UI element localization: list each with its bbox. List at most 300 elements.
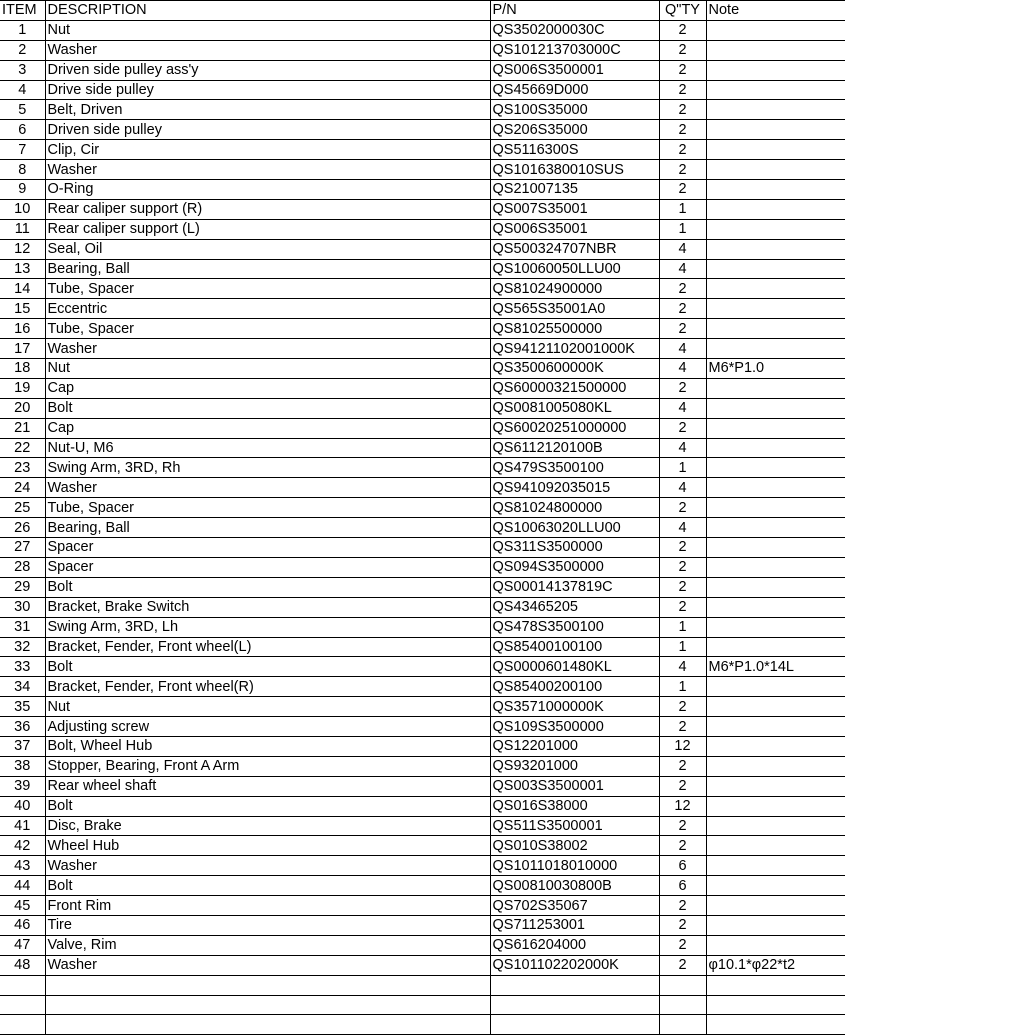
cell-note	[706, 199, 845, 219]
cell-description: Rear caliper support (R)	[45, 199, 490, 219]
cell-description: Bolt	[45, 876, 490, 896]
cell-qty: 4	[659, 438, 706, 458]
table-row	[0, 259, 845, 279]
cell-pn: QS0000601480KL	[490, 657, 659, 677]
cell-pn: QS45669D000	[490, 80, 659, 100]
cell-description: Drive side pulley	[45, 80, 490, 100]
cell-qty: 2	[659, 378, 706, 398]
table-row	[0, 538, 845, 558]
table-row	[0, 319, 845, 339]
cell-item: 43	[0, 856, 45, 876]
table-row	[0, 657, 845, 677]
cell-description: Front Rim	[45, 896, 490, 916]
cell-note	[706, 378, 845, 398]
cell-pn: QS21007135	[490, 180, 659, 200]
cell-pn: QS10063020LLU00	[490, 518, 659, 538]
cell-pn: QS100S35000	[490, 100, 659, 120]
cell-description: Eccentric	[45, 299, 490, 319]
table-row	[0, 756, 845, 776]
cell-description: Belt, Driven	[45, 100, 490, 120]
cell-note	[706, 20, 845, 40]
cell-item: 19	[0, 378, 45, 398]
cell-qty: 2	[659, 100, 706, 120]
cell-note	[706, 140, 845, 160]
cell-item: 40	[0, 796, 45, 816]
table-row	[0, 339, 845, 359]
table-row	[0, 816, 845, 836]
cell-item: 14	[0, 279, 45, 299]
cell-pn: QS3500600000K	[490, 359, 659, 379]
cell-qty: 2	[659, 816, 706, 836]
cell-qty: 4	[659, 339, 706, 359]
cell-note	[706, 259, 845, 279]
cell-pn: QS5116300S	[490, 140, 659, 160]
cell-item: 22	[0, 438, 45, 458]
cell-note	[706, 239, 845, 259]
cell-note	[706, 339, 845, 359]
cell-pn: QS941092035015	[490, 478, 659, 498]
table-row	[0, 478, 845, 498]
cell-note	[706, 776, 845, 796]
cell-item: 15	[0, 299, 45, 319]
cell-description: Washer	[45, 856, 490, 876]
cell-description: Clip, Cir	[45, 140, 490, 160]
cell-item: 25	[0, 498, 45, 518]
cell-item: 38	[0, 756, 45, 776]
cell-qty: 2	[659, 160, 706, 180]
cell-qty: 4	[659, 259, 706, 279]
cell-description: Washer	[45, 40, 490, 60]
cell-qty: 2	[659, 498, 706, 518]
cell-note	[706, 498, 845, 518]
cell-qty: 2	[659, 60, 706, 80]
cell-description: O-Ring	[45, 180, 490, 200]
table-row	[0, 995, 845, 1015]
cell-description: Seal, Oil	[45, 239, 490, 259]
cell-item: 26	[0, 518, 45, 538]
table-row	[0, 458, 845, 478]
cell-qty: 2	[659, 299, 706, 319]
table-row	[0, 717, 845, 737]
cell-qty	[659, 1015, 706, 1035]
table-row	[0, 935, 845, 955]
cell-pn: QS010S38002	[490, 836, 659, 856]
cell-description: Driven side pulley ass'y	[45, 60, 490, 80]
cell-description: Nut-U, M6	[45, 438, 490, 458]
cell-note	[706, 577, 845, 597]
table-row	[0, 199, 845, 219]
cell-note	[706, 160, 845, 180]
cell-item: 46	[0, 915, 45, 935]
cell-item: 47	[0, 935, 45, 955]
cell-description: Nut	[45, 697, 490, 717]
cell-item: 7	[0, 140, 45, 160]
cell-item: 1	[0, 20, 45, 40]
cell-pn: QS702S35067	[490, 896, 659, 916]
cell-item: 2	[0, 40, 45, 60]
cell-item: 42	[0, 836, 45, 856]
cell-item: 11	[0, 219, 45, 239]
cell-description: Disc, Brake	[45, 816, 490, 836]
cell-description: Bolt, Wheel Hub	[45, 736, 490, 756]
cell-description: Tube, Spacer	[45, 319, 490, 339]
cell-item: 9	[0, 180, 45, 200]
table-row	[0, 796, 845, 816]
cell-description: Valve, Rim	[45, 935, 490, 955]
cell-qty: 2	[659, 756, 706, 776]
cell-note	[706, 736, 845, 756]
table-row	[0, 498, 845, 518]
cell-pn: QS500324707NBR	[490, 239, 659, 259]
cell-item: 6	[0, 120, 45, 140]
header-item: ITEM	[0, 1, 45, 21]
cell-pn: QS85400200100	[490, 677, 659, 697]
table-row	[0, 697, 845, 717]
cell-item: 39	[0, 776, 45, 796]
header-row	[0, 1, 845, 21]
header-qty: Q"TY	[659, 1, 706, 21]
table-row	[0, 1015, 845, 1035]
cell-qty: 4	[659, 478, 706, 498]
cell-pn: QS81025500000	[490, 319, 659, 339]
cell-item: 5	[0, 100, 45, 120]
table-row	[0, 279, 845, 299]
cell-description: Swing Arm, 3RD, Lh	[45, 617, 490, 637]
cell-qty: 4	[659, 239, 706, 259]
table-row	[0, 597, 845, 617]
cell-note	[706, 299, 845, 319]
cell-description: Cap	[45, 418, 490, 438]
table-row	[0, 80, 845, 100]
cell-item: 45	[0, 896, 45, 916]
cell-pn: QS12201000	[490, 736, 659, 756]
cell-item: 18	[0, 359, 45, 379]
table-row	[0, 120, 845, 140]
cell-item: 4	[0, 80, 45, 100]
cell-qty: 2	[659, 776, 706, 796]
cell-pn: QS1011018010000	[490, 856, 659, 876]
header-description: DESCRIPTION	[45, 1, 490, 21]
cell-note	[706, 458, 845, 478]
cell-pn: QS3571000000K	[490, 697, 659, 717]
cell-note	[706, 876, 845, 896]
cell-note	[706, 100, 845, 120]
cell-pn: QS94121102001000K	[490, 339, 659, 359]
cell-item: 3	[0, 60, 45, 80]
cell-pn: QS81024900000	[490, 279, 659, 299]
cell-qty: 2	[659, 935, 706, 955]
cell-qty: 2	[659, 120, 706, 140]
table-row	[0, 955, 845, 975]
table-row	[0, 60, 845, 80]
cell-note	[706, 478, 845, 498]
cell-description: Tire	[45, 915, 490, 935]
cell-description: Tube, Spacer	[45, 498, 490, 518]
cell-pn: QS711253001	[490, 915, 659, 935]
cell-note	[706, 80, 845, 100]
cell-item: 13	[0, 259, 45, 279]
table-row	[0, 398, 845, 418]
cell-qty: 4	[659, 359, 706, 379]
cell-note	[706, 518, 845, 538]
cell-description: Bracket, Fender, Front wheel(L)	[45, 637, 490, 657]
table-row	[0, 299, 845, 319]
cell-note	[706, 438, 845, 458]
cell-description: Adjusting screw	[45, 717, 490, 737]
cell-note	[706, 796, 845, 816]
cell-description: Washer	[45, 339, 490, 359]
table-row	[0, 876, 845, 896]
table-row	[0, 677, 845, 697]
cell-pn: QS006S35001	[490, 219, 659, 239]
cell-pn	[490, 995, 659, 1015]
cell-qty: 4	[659, 398, 706, 418]
table-row	[0, 40, 845, 60]
cell-item: 36	[0, 717, 45, 737]
cell-item	[0, 975, 45, 995]
cell-qty: 1	[659, 458, 706, 478]
cell-description: Washer	[45, 160, 490, 180]
cell-description: Spacer	[45, 538, 490, 558]
cell-description: Bearing, Ball	[45, 259, 490, 279]
cell-note	[706, 756, 845, 776]
cell-qty: 4	[659, 518, 706, 538]
cell-qty: 2	[659, 577, 706, 597]
cell-item: 34	[0, 677, 45, 697]
cell-pn: QS616204000	[490, 935, 659, 955]
cell-item: 44	[0, 876, 45, 896]
cell-pn: QS565S35001A0	[490, 299, 659, 319]
cell-qty: 2	[659, 140, 706, 160]
cell-pn: QS10060050LLU00	[490, 259, 659, 279]
cell-description: Spacer	[45, 557, 490, 577]
cell-pn: QS003S3500001	[490, 776, 659, 796]
cell-pn: QS00014137819C	[490, 577, 659, 597]
cell-qty: 12	[659, 796, 706, 816]
cell-note	[706, 995, 845, 1015]
table-row	[0, 915, 845, 935]
table-row	[0, 140, 845, 160]
cell-qty: 1	[659, 677, 706, 697]
cell-item: 30	[0, 597, 45, 617]
cell-pn	[490, 975, 659, 995]
cell-item: 20	[0, 398, 45, 418]
cell-qty: 2	[659, 418, 706, 438]
cell-item: 10	[0, 199, 45, 219]
cell-item: 16	[0, 319, 45, 339]
cell-description: Wheel Hub	[45, 836, 490, 856]
cell-item	[0, 1015, 45, 1035]
table-body	[0, 20, 845, 1034]
table-row	[0, 736, 845, 756]
cell-note: φ10.1*φ22*t2	[706, 955, 845, 975]
cell-note: M6*P1.0	[706, 359, 845, 379]
cell-note	[706, 1015, 845, 1035]
cell-qty: 2	[659, 597, 706, 617]
table-row	[0, 975, 845, 995]
table-row	[0, 637, 845, 657]
cell-note	[706, 617, 845, 637]
cell-note	[706, 816, 845, 836]
cell-note	[706, 935, 845, 955]
cell-item: 41	[0, 816, 45, 836]
table-row	[0, 100, 845, 120]
cell-note	[706, 418, 845, 438]
cell-description: Bolt	[45, 657, 490, 677]
table-row	[0, 418, 845, 438]
cell-pn: QS0081005080KL	[490, 398, 659, 418]
cell-qty: 2	[659, 955, 706, 975]
cell-description: Washer	[45, 478, 490, 498]
table-row	[0, 180, 845, 200]
cell-item: 17	[0, 339, 45, 359]
cell-note	[706, 538, 845, 558]
cell-pn: QS3502000030C	[490, 20, 659, 40]
cell-qty: 4	[659, 657, 706, 677]
cell-item: 31	[0, 617, 45, 637]
cell-description: Cap	[45, 378, 490, 398]
cell-item: 35	[0, 697, 45, 717]
header-note: Note	[706, 1, 845, 21]
header-pn: P/N	[490, 1, 659, 21]
table-row	[0, 219, 845, 239]
cell-pn: QS094S3500000	[490, 557, 659, 577]
cell-note	[706, 279, 845, 299]
cell-pn: QS479S3500100	[490, 458, 659, 478]
cell-pn: QS43465205	[490, 597, 659, 617]
table-row	[0, 856, 845, 876]
cell-pn: QS109S3500000	[490, 717, 659, 737]
table-row	[0, 896, 845, 916]
cell-pn: QS511S3500001	[490, 816, 659, 836]
cell-pn: QS006S3500001	[490, 60, 659, 80]
cell-item: 21	[0, 418, 45, 438]
table-row	[0, 617, 845, 637]
cell-note	[706, 717, 845, 737]
cell-item: 12	[0, 239, 45, 259]
cell-description	[45, 975, 490, 995]
cell-note	[706, 637, 845, 657]
cell-qty: 6	[659, 856, 706, 876]
cell-item: 32	[0, 637, 45, 657]
cell-description: Swing Arm, 3RD, Rh	[45, 458, 490, 478]
table-row	[0, 518, 845, 538]
cell-note	[706, 836, 845, 856]
cell-qty: 2	[659, 538, 706, 558]
table-header	[0, 1, 845, 21]
cell-note	[706, 677, 845, 697]
cell-qty: 2	[659, 279, 706, 299]
cell-pn: QS93201000	[490, 756, 659, 776]
cell-description: Bracket, Fender, Front wheel(R)	[45, 677, 490, 697]
cell-note	[706, 896, 845, 916]
cell-item: 23	[0, 458, 45, 478]
cell-note	[706, 219, 845, 239]
cell-description: Nut	[45, 20, 490, 40]
cell-item: 28	[0, 557, 45, 577]
cell-note	[706, 597, 845, 617]
cell-description: Stopper, Bearing, Front A Arm	[45, 756, 490, 776]
table-row	[0, 776, 845, 796]
cell-description: Bolt	[45, 577, 490, 597]
cell-note	[706, 40, 845, 60]
cell-qty: 2	[659, 697, 706, 717]
table-row	[0, 557, 845, 577]
cell-description: Bolt	[45, 398, 490, 418]
cell-description	[45, 995, 490, 1015]
cell-description: Rear caliper support (L)	[45, 219, 490, 239]
cell-item: 29	[0, 577, 45, 597]
cell-note	[706, 975, 845, 995]
cell-pn: QS311S3500000	[490, 538, 659, 558]
cell-qty: 1	[659, 199, 706, 219]
table-row	[0, 239, 845, 259]
cell-description: Tube, Spacer	[45, 279, 490, 299]
cell-qty	[659, 995, 706, 1015]
cell-item: 24	[0, 478, 45, 498]
cell-pn: QS85400100100	[490, 637, 659, 657]
table-row	[0, 438, 845, 458]
cell-note	[706, 60, 845, 80]
table-row	[0, 359, 845, 379]
cell-description	[45, 1015, 490, 1035]
cell-qty: 6	[659, 876, 706, 896]
cell-qty: 2	[659, 180, 706, 200]
cell-note	[706, 120, 845, 140]
cell-item	[0, 995, 45, 1015]
cell-pn: QS007S35001	[490, 199, 659, 219]
table-row	[0, 20, 845, 40]
table-row	[0, 160, 845, 180]
cell-qty: 2	[659, 20, 706, 40]
cell-note	[706, 398, 845, 418]
cell-pn: QS478S3500100	[490, 617, 659, 637]
cell-item: 48	[0, 955, 45, 975]
table-row	[0, 836, 845, 856]
cell-note	[706, 915, 845, 935]
cell-description: Bearing, Ball	[45, 518, 490, 538]
cell-pn: QS60020251000000	[490, 418, 659, 438]
cell-pn: QS60000321500000	[490, 378, 659, 398]
cell-qty: 2	[659, 836, 706, 856]
cell-description: Bracket, Brake Switch	[45, 597, 490, 617]
cell-qty: 2	[659, 915, 706, 935]
cell-item: 8	[0, 160, 45, 180]
cell-pn: QS00810030800B	[490, 876, 659, 896]
cell-description: Driven side pulley	[45, 120, 490, 140]
cell-item: 37	[0, 736, 45, 756]
cell-qty: 2	[659, 557, 706, 577]
cell-qty: 2	[659, 319, 706, 339]
cell-qty: 2	[659, 80, 706, 100]
cell-description: Bolt	[45, 796, 490, 816]
cell-note: M6*P1.0*14L	[706, 657, 845, 677]
cell-note	[706, 856, 845, 876]
cell-pn: QS6112120100B	[490, 438, 659, 458]
cell-pn: QS016S38000	[490, 796, 659, 816]
cell-qty: 2	[659, 40, 706, 60]
cell-pn	[490, 1015, 659, 1035]
cell-note	[706, 557, 845, 577]
cell-note	[706, 319, 845, 339]
cell-pn: QS1016380010SUS	[490, 160, 659, 180]
cell-item: 27	[0, 538, 45, 558]
cell-item: 33	[0, 657, 45, 677]
cell-pn: QS81024800000	[490, 498, 659, 518]
cell-qty: 2	[659, 717, 706, 737]
table-row	[0, 577, 845, 597]
table-row	[0, 378, 845, 398]
